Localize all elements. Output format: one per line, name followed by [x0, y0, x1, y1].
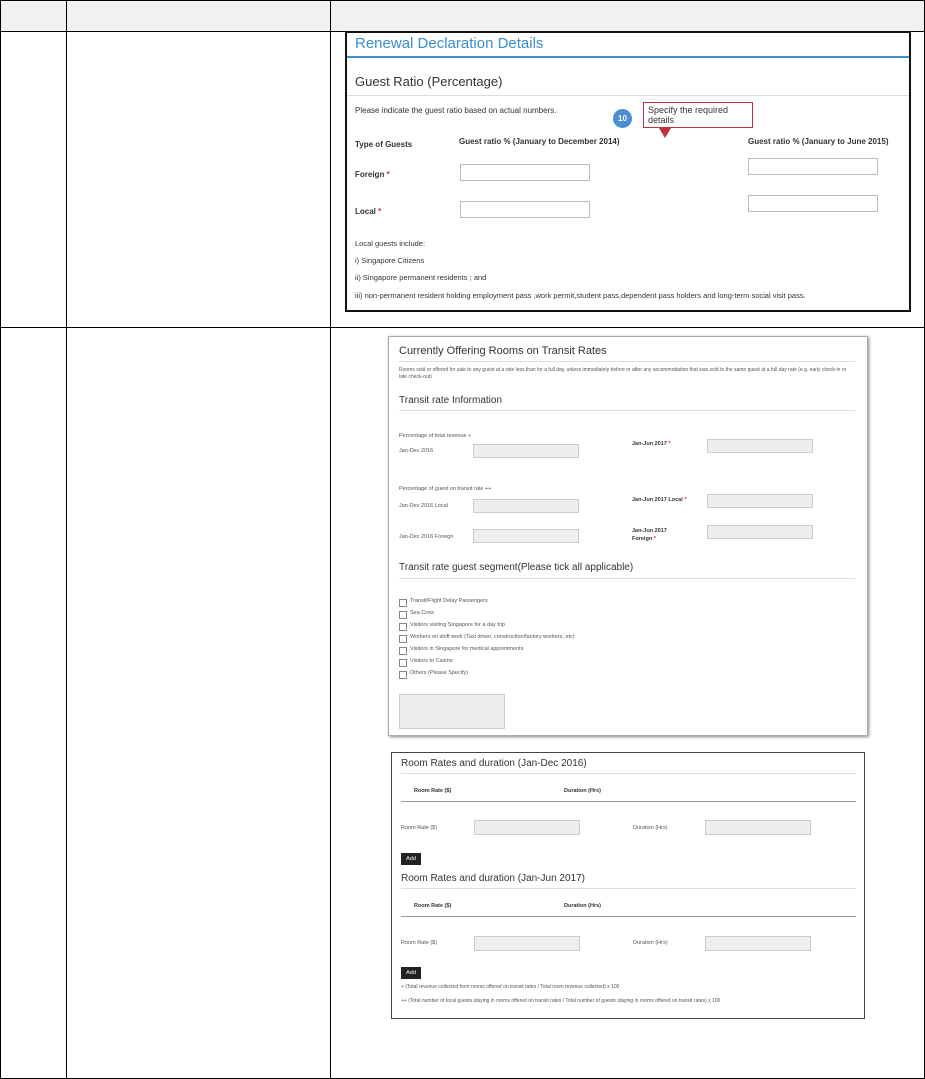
local-label-text: Local — [355, 207, 376, 216]
jan-dec-2016-local-label: Jan-Dec 2016 Local — [399, 503, 448, 509]
segment-label: Others (Please Specify) — [410, 670, 469, 676]
step-badge: 10 — [613, 109, 632, 128]
table-header-row — [1, 1, 924, 31]
segment-label: Sea Crew — [410, 610, 435, 616]
renewal-title: Renewal Declaration Details — [355, 35, 544, 52]
add-2016-button[interactable]: Add — [401, 853, 421, 865]
footnote-revenue: + (Total revenue collected from rooms offered on transit rates / Total room revenue collected) x 100 — [401, 984, 620, 990]
foreign-label — [355, 170, 390, 179]
col-duration: Duration (Hrs) — [564, 788, 601, 794]
add-2017-button[interactable]: Add — [401, 967, 421, 979]
col-type-of-guests: Type of Guests — [355, 140, 413, 149]
title-rule — [401, 888, 856, 889]
duration-label: Duration (Hrs) — [633, 940, 668, 946]
col-duration: Duration (Hrs) — [564, 903, 601, 909]
segment-label: Visitors to Casino — [410, 658, 453, 664]
local-2015-input[interactable] — [748, 195, 878, 212]
local-2014-input[interactable] — [460, 201, 590, 218]
segment-label: Workers on shift work (Taxi driver, construction/factory workers, etc) — [410, 634, 575, 640]
table-border-col2 — [330, 0, 331, 1079]
local-guests-note-2: ii) Singapore permanent residents ; and — [355, 273, 487, 282]
col-ratio-2014: Guest ratio % (January to December 2014) — [459, 137, 620, 146]
table-border-top — [0, 0, 925, 1]
required-mark: * — [386, 170, 390, 179]
jan-jun-2017-label — [632, 441, 671, 447]
transit-rates-description: Rooms sold or offered for sale to any guest at a rate less than for a full day, unless immediately before or after any accommodation that was sold to the same guest at a full day rate (e.g. early check-in or late check-out) — [399, 367, 847, 380]
room-rate-2017-input[interactable] — [474, 936, 580, 951]
room-rates-screenshot — [391, 752, 865, 1019]
pct-revenue-label: Percentage of total revenue + — [399, 433, 472, 439]
guest-ratio-heading: Guest Ratio (Percentage) — [355, 74, 503, 89]
duration-2016-input[interactable] — [705, 820, 811, 835]
foreign-label-text: Foreign — [355, 170, 385, 179]
pct-guest-label: Percentage of guest on transit rate ++ — [399, 486, 492, 492]
local-label — [355, 207, 381, 216]
foreign-2015-input[interactable] — [748, 158, 878, 175]
jan-jun-2017-foreign-a: Jan-Jun 2017 — [632, 528, 667, 534]
col-room-rate: Room Rate ($) — [414, 903, 452, 909]
checkbox[interactable] — [399, 623, 407, 631]
required-mark: * — [378, 207, 382, 216]
required-mark: * — [653, 536, 656, 542]
segment-label: Visitors visiting Singapore for a day trip — [410, 622, 505, 628]
segment-heading: Transit rate guest segment(Please tick all applicable) — [399, 562, 634, 573]
room-rates-2017-title: Room Rates and duration (Jan-Jun 2017) — [401, 873, 585, 884]
others-specify-textarea[interactable] — [399, 694, 505, 729]
callout-tail — [659, 128, 671, 138]
room-rate-label: Room Rate ($) — [401, 940, 438, 946]
jan-dec-2016-label: Jan-Dec 2016 — [399, 448, 434, 454]
checkbox[interactable] — [399, 671, 407, 679]
checkbox[interactable] — [399, 611, 407, 619]
local-guests-note-3: iii) non-permanent resident holding employment pass ,work permit,student pass,dependent pass holders and long-term social visit pass. — [355, 291, 806, 300]
jan-dec-2016-foreign-label: Jan-Dec 2016 Foreign — [399, 534, 454, 540]
required-mark: * — [684, 497, 687, 503]
duration-2017-input[interactable] — [705, 936, 811, 951]
segment-rule — [399, 578, 855, 579]
heading-rule — [347, 95, 909, 96]
required-mark: * — [668, 441, 671, 447]
col-room-rate: Room Rate ($) — [414, 788, 452, 794]
col-ratio-2015: Guest ratio % (January to June 2015) — [748, 137, 889, 146]
header-rule — [401, 916, 856, 917]
guest-2016-local-input[interactable] — [473, 499, 579, 513]
guest-2017-local-input[interactable] — [707, 494, 813, 508]
local-guests-note-1: i) Singapore Citizens — [355, 256, 425, 265]
table-border-left — [0, 0, 1, 1079]
checkbox[interactable] — [399, 659, 407, 667]
transit-rates-screenshot — [388, 336, 868, 736]
renewal-declaration-screenshot — [345, 31, 911, 312]
duration-label: Duration (Hrs) — [633, 825, 668, 831]
instruction-text: Please indicate the guest ratio based on actual numbers. — [355, 106, 557, 115]
checkbox[interactable] — [399, 599, 407, 607]
title-rule — [347, 56, 909, 58]
jan-jun-2017-foreign-b: Foreign — [632, 536, 653, 542]
footnote-guests: ++ (Total number of local guests staying in rooms offered on transit rates / Total number of guests staying in rooms offered on transit rates) x 100 — [401, 998, 721, 1004]
title-rule — [399, 361, 855, 362]
revenue-2016-input[interactable] — [473, 444, 579, 458]
guest-2016-foreign-input[interactable] — [473, 529, 579, 543]
table-border-row1 — [0, 327, 925, 328]
segment-label: Transit/Flight Delay Passengers — [410, 598, 488, 604]
title-rule — [401, 773, 856, 774]
checkbox[interactable] — [399, 635, 407, 643]
header-rule — [401, 801, 856, 802]
callout-box: Specify the required details — [643, 102, 753, 128]
transit-rates-title: Currently Offering Rooms on Transit Rates — [399, 345, 607, 357]
revenue-2017-input[interactable] — [707, 439, 813, 453]
jan-jun-2017-local-label — [632, 497, 686, 503]
transit-info-heading: Transit rate Information — [399, 395, 503, 406]
jan-jun-2017-foreign-label — [632, 527, 667, 543]
local-guests-note: Local guests include: — [355, 239, 426, 248]
jan-jun-2017-text: Jan-Jun 2017 — [632, 441, 667, 447]
jan-jun-2017-local-text: Jan-Jun 2017 Local — [632, 497, 683, 503]
foreign-2014-input[interactable] — [460, 164, 590, 181]
room-rate-label: Room Rate ($) — [401, 825, 438, 831]
room-rates-2016-title: Room Rates and duration (Jan-Dec 2016) — [401, 758, 587, 769]
room-rate-2016-input[interactable] — [474, 820, 580, 835]
guest-2017-foreign-input[interactable] — [707, 525, 813, 539]
info-rule — [399, 410, 855, 411]
segment-label: Visitors in Singapore for medical appointments — [410, 646, 524, 652]
checkbox[interactable] — [399, 647, 407, 655]
table-border-col1 — [66, 0, 67, 1079]
